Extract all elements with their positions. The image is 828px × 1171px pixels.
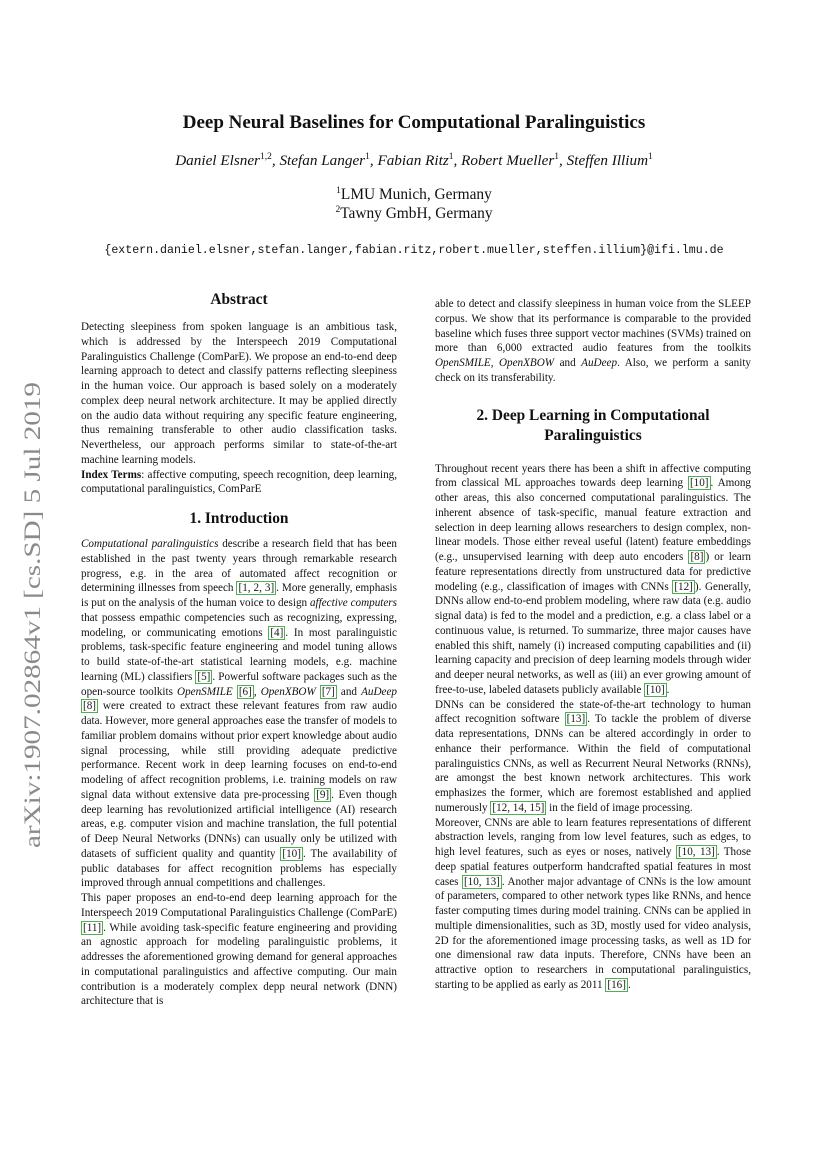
section-2-heading-line-1: 2. Deep Learning in Computational — [476, 406, 710, 424]
citation-link[interactable]: [10, 13] — [463, 875, 500, 888]
intro-paragraph-1: Computational paralinguistics describe a research field that has been established in the past twenty years through remarkable research progress, e.g. in the area of automated affect recognition or determining illnesses from speech [1, 2, 3] . More generally, emphasis is put on the analysis of the human voice to design affective computers that possess empathic competencies such as recognizing, expressing, modeling, or communicating emotions [4] . In most paralinguistic problems, task-specific feature engineering and model tuning allows to build state-of-the-art statistical learning models, e.g. machine learning (ML) classifiers [5] . Powerful software packages such as the open-source toolkits OpenSMILE [6] , OpenXBOW [7] and AuDeep [8] were created to extract these relevant features from raw audio data. However, more general approaches ease the transfer of models to familiar problem domains without prior expert knowledge about audio signal processing, while still providing adequate predictive performance. Recent work in deep learning focuses on end-to-end modeling of affect recognition problems, i.e. training models on raw signal data without extensive data pre-processing [9] . Even though deep learning has revolutionized artificial intelligence (AI) research areas, e.g. computer vision and machine translation, the full potential of Deep Neural Networks (DNNs) can usually only be utilized with datasets of sufficient quality and quantity [10] . The availability of public databases for affect recognition problems has especially improved through annual competitions and challenges. — [81, 538, 397, 890]
section-2-paragraph-1: Throughout recent years there has been a shift in affective computing from classical ML approaches towards deep learning [10] . Among other areas, this also concerned computational paralinguistics. The inherent absence of task-specific, manual feature extraction and selection in deep learning allows researchers to design complex, non-linear models. Those either reveal useful (latent) feature embeddings (e.g., unsupervised learning with deep auto encoders [8] ) or learn feature representations directly from unstructured data for predictive modeling (e.g., classification of images with CNNs [12] ). Generally, DNNs allow end-to-end problem modeling, where raw data (e.g. audio signal data) is fed to the model and a prediction, e.g. a class label or a continuous value, is returned. To summarize, three major causes have enabled this shift, namely (i) increased computing capabilities and (ii) learning capacity and precision of deep learning models through wider and deeper neural networks, as well as (iii) an ever growing amount of free-to-use, labeled datasets publicly available [10] . — [435, 462, 751, 696]
index-terms-text: : affective computing, speech recognition, deep learning, computational paralinguistics, ComParE — [81, 468, 397, 496]
citation-link[interactable]: [10] — [282, 847, 301, 860]
citation-link[interactable]: [9] — [316, 788, 330, 801]
author-name: Robert Mueller — [461, 152, 555, 170]
affiliation-1 — [0, 186, 828, 204]
author-name: Daniel Elsner — [175, 152, 260, 170]
citation-link[interactable]: [5] — [197, 670, 211, 683]
author-affiliation-mark: 1 — [648, 152, 653, 162]
affiliation-text: LMU Munich, Germany — [340, 186, 492, 204]
arxiv-identifier-stamp — [6, 380, 54, 850]
citation-link[interactable]: [11] — [83, 921, 102, 934]
citation-link[interactable]: [8] — [83, 700, 96, 713]
intro-paragraph-2: This paper proposes an end-to-end deep learning approach for the Interspeech 2019 Computational Paralinguistics Challenge (ComParE) [11] . While avoiding task-specific feature engineering and providing an agnostic approach for modeling paralinguistic problems, it addresses the aforementioned growing demand for general approaches in computational paralinguistics and affective computing. Our main contribution is a moderately complex depp neural network (DNN) architecture that is — [81, 892, 397, 1008]
citation-link[interactable]: [10, 13] — [677, 846, 715, 858]
author-name: Steffen Illium — [566, 152, 649, 170]
affiliation-mark: 1 — [336, 186, 341, 196]
citation-link[interactable]: [7] — [321, 685, 335, 698]
citation-link[interactable]: [1, 2, 3] — [238, 582, 275, 595]
author-emails: {extern.daniel.elsner,stefan.langer,fabian.ritz,robert.mueller,steffen.illium}@ifi.lmu.de — [104, 244, 724, 257]
right-column — [435, 297, 751, 993]
intro-continuation: able to detect and classify sleepiness in human voice from the SLEEP corpus. We show that its performance is comparable to the provided baseline which fuses three support vector machines (SVMs) trained on more than 6,000 extracted audio features from the toolkits OpenSMILE, OpenXBOW and AuDeep. Also, we perform a sanity check on its transferability. — [435, 298, 752, 384]
citation-link[interactable]: [10] — [646, 683, 665, 696]
section-2-heading-line-2: Paralinguistics — [544, 426, 642, 444]
abstract-text: Detecting sleepiness from spoken language is an ambitious task, which is addressed by the Interspeech 2019 Computational Paralinguistics Challenge (ComParE). We propose an end-to-end deep learning approach to detect and classify patterns reflecting sleepiness in the human voice. Our approach is based solely on a moderately complex deep neural network architecture. It may be applied directly on the audio data without requiring any specific feature engineering, thus remaining transferable to other audio classification tasks. Nevertheless, our approach performs similar to state-of-the-art machine learning models. — [81, 321, 397, 466]
citation-link[interactable]: [4] — [270, 626, 284, 639]
citation-link[interactable]: [16] — [607, 978, 626, 991]
affiliation-text: Tawny GmbH, Germany — [340, 205, 493, 223]
citation-link[interactable]: [8] — [690, 551, 704, 563]
author-name: Stefan Langer — [279, 152, 366, 170]
author-affiliation-mark: 1,2 — [259, 152, 272, 162]
abstract-heading: Abstract — [210, 291, 268, 308]
index-terms-label: Index Terms — [81, 468, 142, 481]
citation-link[interactable]: [10] — [689, 477, 709, 490]
author-affiliation-mark: 1 — [365, 152, 370, 162]
affiliation-mark: 2 — [335, 205, 341, 215]
affiliation-2 — [0, 205, 828, 223]
author-affiliation-mark: 1 — [448, 152, 454, 162]
citation-link[interactable]: [6] — [238, 685, 252, 698]
author-list: Daniel Elsner$^{1,2}$, Stefan Langer$^1$, Fabian Ritz$^1$, Robert Mueller$^1$, Steffen Illium$^1$ — [175, 152, 653, 170]
section-1-heading: 1. Introduction — [189, 510, 289, 527]
section-2-heading — [435, 406, 751, 446]
citation-link[interactable]: [12] — [674, 580, 693, 593]
section-2-paragraph-3: Moreover, CNNs are able to learn features representations of different abstraction levels, ranging from low level features, such as edges, to high level features, such as eyes or noses, natively [10, 13] . Those deep spatial features outperform handcrafted spatial features in most cases [10, 13] . Another major advantage of CNNs is the low amount of parameters, compared to other network types like RNNs, and hence faster computing times during model training. CNNs can be applied in multiple dimensionalities, such as 3D, mostly used for video analysis, 2D for the aforementioned image processing tasks, as well as 1D for one dimensional raw data inputs. Therefore, CNNs have been an attractive option to researchers in computational paralinguistics, starting to be applied as early as 2011 [16] . — [435, 816, 751, 991]
author-affiliation-mark: 1 — [554, 152, 560, 162]
left-column — [81, 290, 397, 1009]
arxiv-stamp-text: arXiv:1907.02864v1 [cs.SD] 5 Jul 2019 — [20, 480, 45, 848]
section-2-paragraph-2: DNNs can be considered the state-of-the-art technology to human affect recognition software [13] . To tackle the problem of diverse data representations, DNNs can be altered accordingly in order to enhance their performance. Within the field of computational paralinguistics CNNs, as well as Recurrent Neural Networks (RNNs), are amongst the best known network architectures. This work emphasizes the former, which are foremost established and applied numerously [12, 14, 15] in the field of image processing. — [435, 698, 751, 814]
paper-title: Deep Neural Baselines for Computational Paralinguistics — [182, 112, 646, 133]
index-terms — [81, 468, 397, 498]
citation-link[interactable]: [13] — [566, 713, 586, 726]
citation-link[interactable]: [12, 14, 15] — [492, 801, 545, 814]
author-name: Fabian Ritz — [377, 152, 449, 170]
